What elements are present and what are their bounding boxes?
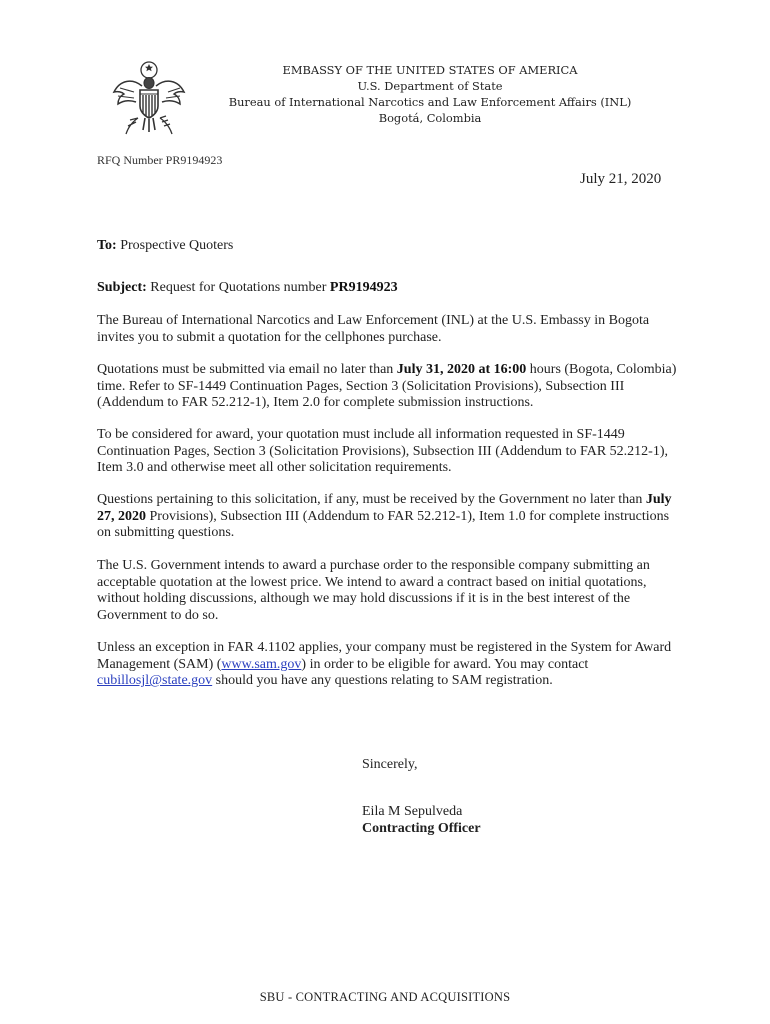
letterhead-city: Bogotá, Colombia — [378, 111, 482, 125]
deadline-text-after: hours (Bogota, Colombia) time. Refer to SF-1449 Continuation Pages, Section 3 (Solicitation Provisions), Subsection III (Addendum to FAR 52.212-1), Item 2.0 for complete submission instructions. — [97, 362, 677, 411]
paragraph-invitation: The Bureau of International Narcotics and Law Enforcement (INL) at the U.S. Embassy in Bogota invites you to submit a quotation for the cellphones purchase. — [97, 313, 650, 345]
paragraph-questions — [97, 492, 677, 542]
questions-text-before: Questions pertaining to this solicitation, if any, must be received by the Government no later than — [97, 492, 646, 507]
paragraph-deadline — [97, 362, 687, 412]
contact-email-link[interactable]: cubillosjl@state.gov — [97, 673, 213, 689]
letterhead — [200, 62, 660, 126]
rfq-number: RFQ Number PR9194923 — [97, 153, 223, 167]
paragraph-sam — [97, 640, 677, 690]
letterhead-bureau: Bureau of International Narcotics and Law Enforcement Affairs (INL) — [228, 95, 632, 109]
great-seal-eagle-icon — [108, 58, 190, 140]
deadline-text-before: Quotations must be submitted via email no later than — [97, 362, 397, 377]
closing: Sincerely, — [362, 757, 418, 772]
sam-text-middle: ) in order to be eligible for award. You may contact — [301, 656, 589, 672]
paragraph-award: The U.S. Government intends to award a purchase order to the responsible company submitting an acceptable quotation at the lowest price. We intend to award a contract based on initial quotations, without holding discussions, although we may hold discussions if it is in the best interest of the Government to do so. — [97, 558, 650, 623]
paragraph-requirements: To be considered for award, your quotation must include all information requested in SF-1449 Continuation Pages, Section 3 (Solicitation Provisions), Subsection III (Addendum to FAR 52.212-1), Item 3.0 and otherwise meet all other solicitation requirements. — [97, 427, 668, 476]
to-value: Prospective Quoters — [116, 238, 234, 253]
deadline-date: July 31, 2020 at 16:00 — [396, 362, 527, 377]
to-line — [97, 238, 697, 255]
questions-date: July 27, 2020 — [97, 492, 672, 524]
footer: SBU - CONTRACTING AND ACQUISITIONS — [259, 990, 511, 1004]
signer-name: Eila M Sepulveda — [362, 804, 463, 819]
letter-date: July 21, 2020 — [580, 171, 662, 187]
to-label: To: — [97, 238, 117, 253]
subject-text: Request for Quotations number — [146, 280, 330, 295]
questions-text-after: Provisions), Subsection III (Addendum to FAR 52.212-1), Item 1.0 for complete instructions on submitting questions. — [97, 508, 670, 541]
letterhead-department: U.S. Department of State — [357, 79, 503, 93]
letterhead-embassy: EMBASSY OF THE UNITED STATES OF AMERICA — [282, 63, 578, 77]
sam-text-before: Unless an exception in FAR 4.1102 applies, your company must be registered in the System for Award Management (SAM) ( — [97, 640, 672, 672]
sam-gov-link[interactable]: www.sam.gov — [221, 656, 302, 672]
sam-text-after: should you have any questions relating to SAM registration. — [212, 673, 553, 689]
signer-title: Contracting Officer — [362, 821, 481, 836]
subject-number: PR9194923 — [329, 280, 398, 295]
subject-line — [97, 280, 697, 297]
subject-label: Subject: — [97, 280, 147, 295]
